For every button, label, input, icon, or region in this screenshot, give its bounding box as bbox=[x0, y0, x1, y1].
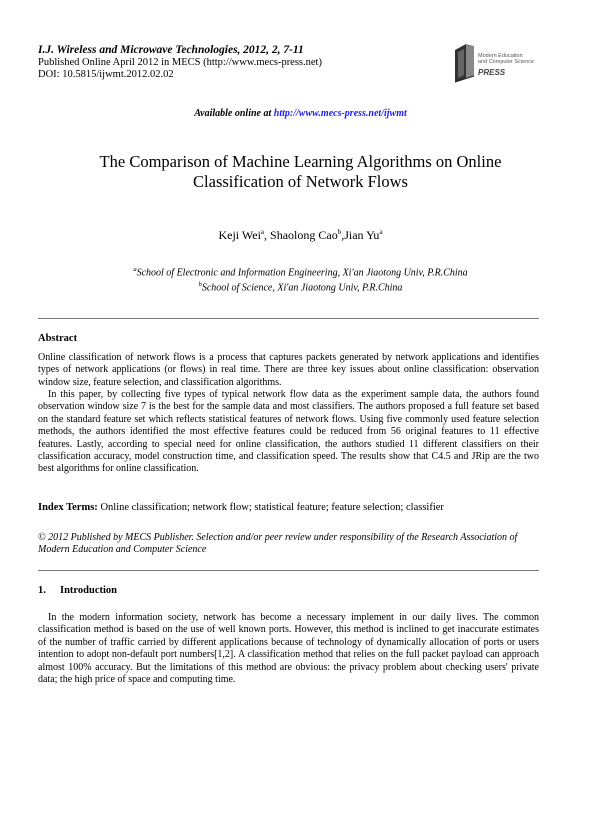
abstract-heading: Abstract bbox=[38, 333, 78, 344]
doi-line: DOI: 10.5815/ijwmt.2012.02.02 bbox=[38, 69, 174, 80]
journal-header bbox=[38, 44, 322, 81]
journal-volume: 2012, 2, 7-11 bbox=[243, 44, 304, 56]
logo-press: PRESS bbox=[478, 68, 506, 77]
section-number: 1. bbox=[38, 585, 46, 596]
index-terms-text: Online classification; network flow; statistical feature; feature selection; classifier bbox=[97, 502, 444, 513]
affiliation-a: $^a$School of Electronic and Information Engineering, Xi'an Jiaotong Univ, P.R.China bbox=[133, 266, 468, 279]
journal-citation bbox=[38, 44, 322, 57]
divider bbox=[38, 318, 539, 319]
available-online: Available online at http://www.mecs-press.net/ijwmt bbox=[194, 108, 407, 119]
logo-text: Modern Education and Computer Science bbox=[478, 53, 534, 65]
abstract-paragraph-2: In this paper, by collecting five types of typical network flow data as the experiment sample data, the authors found observation window size 7 is the best for the sample data and most classifiers. The authors proposed a full feature set based on the standard feature set which reflects statistical features of network flows. Using five commonly used feature selection methods, the authors identified the most effective features could be reduced from 56 original features to 11 effective features. Lastly, according to special need for online classification, the authors studied 11 different classifiers on their classification accuracy, model construction time, and classification speed. The results show that C4.5 and JRip are the two best algorithms for online classification. bbox=[38, 389, 539, 475]
divider bbox=[38, 570, 539, 571]
copyright-notice: © 2012 Published by MECS Publisher. Selection and/or peer review under responsibility of the Research Association of Modern Education and Computer Science bbox=[38, 532, 518, 556]
affiliation-b: $^b$School of Science, Xi'an Jiaotong Univ, P.R.China bbox=[198, 281, 403, 294]
index-terms bbox=[38, 502, 539, 513]
author-list: Keji Wei$^a$, Shaolong Cao$^b$,Jian Yu$^a$ bbox=[218, 228, 383, 242]
book-stack-icon bbox=[452, 40, 478, 84]
paper-title: The Comparison of Machine Learning Algorithms on Online Classification of Network Flows bbox=[99, 152, 502, 191]
journal-name: I.J. Wireless and Microwave Technologies, bbox=[38, 44, 241, 56]
index-terms-label: Index Terms: bbox=[38, 502, 98, 513]
mecs-press-logo bbox=[452, 40, 552, 88]
journal-url-link[interactable]: http://www.mecs-press.net/ijwmt bbox=[273, 108, 407, 119]
section-title: Introduction bbox=[60, 585, 117, 596]
abstract-paragraph-1: Online classification of network flows is a process that captures packets generated by network applications and identifies types of network applications (or flows) in real time. There are three key issues about online classification: observation window size, feature selection, and classification algorithms. bbox=[38, 352, 539, 388]
introduction-paragraph-1: In the modern information society, network has become a necessary implement in our daily lives. The common classification method is based on the use of well known ports. However, this method is inclined to get inaccurate estimates of the number of traffic carried by different applications because of technology of dynamically allocation of ports or users intention to adopt non-default port numbers[1,2]. A classification method that relies on the full packet payload can approach almost 100% accuracy. But the limitations of this method are obvious: the privacy problem about checking users' private data; the high price of space and computing time. bbox=[38, 612, 539, 686]
published-line: Published Online April 2012 in MECS (http://www.mecs-press.net) bbox=[38, 57, 322, 68]
introduction-heading bbox=[38, 585, 117, 596]
